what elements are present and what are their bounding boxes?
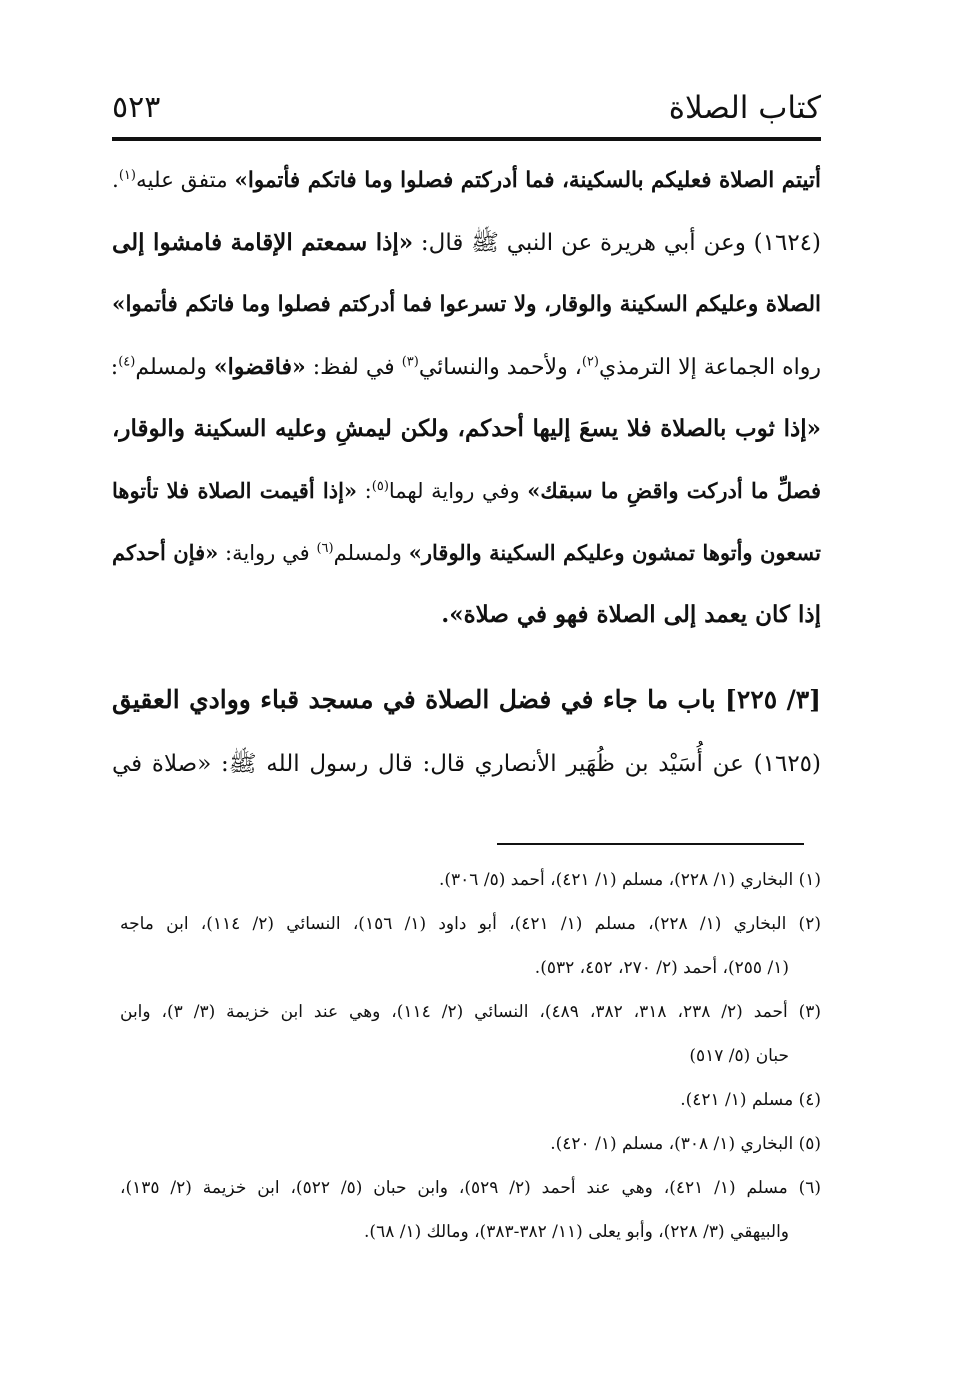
running-title: كتاب الصلاة	[668, 90, 821, 126]
text-line: «إذا ثوب بالصلاة فلا يسعَ إليها أحدكم، ولكن ليمشِ وعليه السكينة والوقار،	[112, 415, 821, 442]
main-text	[112, 150, 821, 646]
text-line: فصلِّ ما أدركت واقضِ ما سبقك» وفي رواية لهما$^{(٥)}$: «إذا أقيمت الصلاة فلا تأتوها	[112, 478, 821, 503]
chapter-heading: [٣/ ٢٢٥] باب ما جاء في فضل الصلاة في مسجد قباء ووادي العقيق	[112, 685, 822, 714]
footnote-continuation: (١/ ٢٥٥)، أحمد (٢/ ٢٧٠، ٤٥٢، ٥٣٢).	[534, 958, 789, 978]
footnote-ref: (٦)	[316, 541, 334, 556]
footnote-ref: (١)	[118, 167, 136, 183]
text-line: رواه الجماعة إلا الترمذي$^{(٢)}$، ولأحمد والنسائي$^{(٣)}$ في لفظ: «فاقضوا» ولمسلم$^{(٤)}$:	[110, 354, 821, 380]
header-rule	[112, 137, 821, 141]
hadith-opening-line: (١٦٢٥) عن أُسَيْد بن ظُهَير الأنصاري قال: قال رسول الله ﷺ: «صلاة في	[112, 751, 822, 777]
footnote-continuation: حبان (٥/ ٥١٧)	[689, 1046, 789, 1066]
footnotes	[120, 858, 821, 1254]
footnote-continuation: والبيهقي (٣/ ٢٢٨)، وأبو يعلى (١١/ ٣٨٢-٣٨٣)، ومالك (١/ ٦٨).	[364, 1222, 789, 1242]
footnote: (١) البخاري (١/ ٢٢٨)، مسلم (١/ ٤٢١)، أحمد (٥/ ٣٠٦).	[439, 870, 821, 890]
footnote: (٤) مسلم (١/ ٤٢١).	[680, 1090, 821, 1110]
page-header	[112, 86, 821, 130]
footnote-ref: (٥)	[371, 479, 389, 494]
footnote-ref: (٣)	[401, 354, 419, 370]
footnote-ref: (٤)	[118, 354, 136, 370]
text-line: تسعون وأتوها تمشون وعليكم السكينة والوقار» ولمسلم$^{(٦)}$ في رواية: «فإن أحدكم	[112, 540, 821, 565]
footnote: (٣) أحمد (٢/ ٢٣٨، ٣١٨، ٣٨٢، ٤٨٩)، النسائي (٢/ ١١٤)، وهي عند ابن خزيمة (٣/ ٣)، وابن	[120, 1002, 822, 1022]
footnote-separator	[497, 843, 804, 845]
text-line: أتيتم الصلاة فعليكم بالسكينة، فما أدركتم فصلوا وما فاتكم فأتموا» متفق عليه$^{(١)}$.	[112, 167, 821, 193]
footnote: (٢) البخاري (١/ ٢٢٨)، مسلم (١/ ٤٢١)، أبو داود (١/ ١٥٦)، النسائي (٢/ ١١٤)، ابن ماجه	[120, 914, 821, 934]
text-line: (١٦٢٤) وعن أبي هريرة عن النبي ﷺ قال: «إذا سمعتم الإقامة فامشوا إلى	[112, 229, 822, 256]
text-line: إذا كان يعمد إلى الصلاة فهو في صلاة».	[441, 601, 821, 628]
footnote: (٦) مسلم (١/ ٤٢١)، وهي عند أحمد (٢/ ٥٢٩)، وابن حبان (٥/ ٥٢٢)، ابن خزيمة (٢/ ١٣٥)،	[120, 1178, 821, 1198]
footnote-ref: (٢)	[581, 354, 599, 370]
text-line: الصلاة وعليكم السكينة والوقار، ولا تسرعوا فما أدركتم فصلوا وما فاتكم فأتموا»	[112, 292, 821, 317]
footnote: (٥) البخاري (١/ ٣٠٨)، مسلم (١/ ٤٢٠).	[550, 1134, 821, 1154]
page-number: ٥٢٣	[112, 90, 161, 125]
